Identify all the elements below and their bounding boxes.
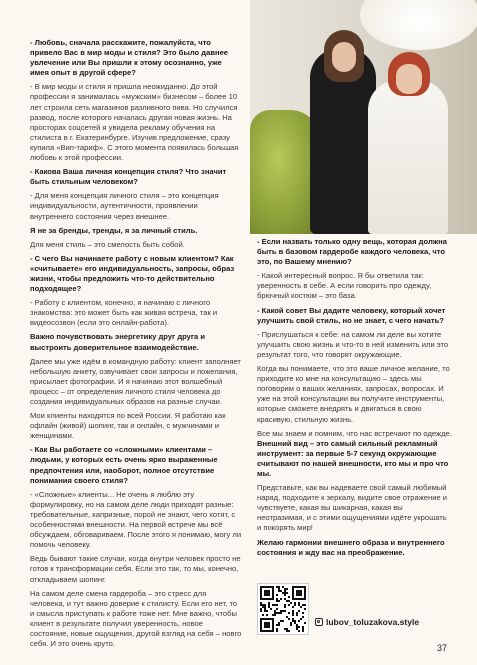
answer-text: Все мы знаем и помним, что нас встречают по одежде. xyxy=(257,428,452,438)
question-paragraph: - Как Вы работаете со «сложными» клиентами – людьми, у которых есть очень ярко выраженные предпочтения или, наоборот, полное отсутствие понимания своего стиля? xyxy=(30,445,218,485)
answer-paragraph xyxy=(257,429,452,479)
answer-paragraph: На самом деле смена гардероба – это стресс для человека, и тут важно доверие к стилисту. Если его нет, то и смысла приступать к работе тоже нет. Мне важно, чтобы клиент в результате получил уверенность, новое состояние, новые ощущения, другой взгляд на себя – новго себя. И это очень круто. xyxy=(30,588,242,649)
left-text-column xyxy=(30,38,242,653)
photo-face xyxy=(332,42,356,72)
answer-paragraph: - Для меня концепция личного стиля – это концепция индивидуальности, аутентичности, проявлении внутреннего состояния через внешнее. xyxy=(30,191,219,221)
qr-code-icon xyxy=(257,583,309,635)
instagram-icon xyxy=(315,618,323,626)
instagram-handle-text: lubov_toluzakova.style xyxy=(326,617,420,627)
instagram-handle[interactable] xyxy=(315,617,419,627)
question-paragraph: Важно почувствовать энергетику друг друга и выстроить доверительное взаимодействие. xyxy=(30,332,206,352)
answer-paragraph: Когда вы понимаете, что это ваше личное желание, то приходите ко мне на консультацию – здесь мы поговорим о ваших желаниях, запросах, вопросах. И уже на этой консультации вы получите инструменты, которые сможете внедрять и двигаться в свою красивую, стильную жизнь. xyxy=(257,364,450,424)
answer-paragraph: - «Сложные» клиенты... Не очень я люблю эту формулировку, но на самом деле люди приходят разные: требовательные, капризные, порой не знают, чего хотят, с особенностями внешности. На первой встрече мы всё обсуждаем, обговариваем. После этого я понимаю, могу ли помочь человеку. xyxy=(30,489,242,550)
question-paragraph: - Любовь, сначала расскажите, пожалуйста, что привело Вас в мир моды и стиля? Это было давнее увлечение или Вы пришли к этому осознанно, уже имея опыт в другой сфере? xyxy=(30,38,229,78)
page-number: 37 xyxy=(436,643,447,653)
right-text-column xyxy=(257,237,452,562)
emphasis-text: Внешний вид – это самый сильный рекламный инструмент: за первые 5-7 секунд окружающие считывают по нашей внешности, кто мы и про что мы. xyxy=(257,438,449,478)
question-paragraph: Желаю гармонии внешнего образа и внутреннего состояния и жду вас на преображение. xyxy=(257,537,445,557)
answer-paragraph: Представьте, как вы надеваете свой самый любимый наряд, подходите к зеркалу, видите свое отражение и чувствуете, какая вы шикарная, какая вы неотразимая, и с этими ощущениями идёте укрошать и покорять мир! xyxy=(257,483,448,533)
portrait-photo xyxy=(250,0,477,234)
answer-paragraph: - Прислушаться к себе: на самом ли деле вы хотите улучшить свою жизнь и что-то в ней изменить или это результат того, что говорят окружающие. xyxy=(257,329,449,359)
photo-woman-white-suit xyxy=(368,80,448,234)
question-paragraph: - С чего Вы начинаете работу с новым клиентом? Как «считываете» его индивидуальность, запросы, образ жизни, чтобы предложить что-то действительно подходящее? xyxy=(30,253,235,294)
answer-paragraph: - В мир моды и стиля я пришла неожиданно. До этой профессии я занималась «мужским» бизнесом – более 10 лет строила сеть магазинов разливного пива. Но случился развод, после которого началась другая новая жизнь. На просторах соцсетей я увидела рекламу обучения на стилиста в г. Екатеринбурге. Изучив предложение, сразу купила «Вип-тариф». С этого момента появилась большая любовь к этой профессии. xyxy=(30,82,239,163)
answer-paragraph: Мои клиенты находятся по всей России. Я работаю как офлайн (живой) шопинг, так и онлайн, с мужчинами и женщинами. xyxy=(30,411,226,441)
question-paragraph: - Какой совет Вы дадите человеку, который хочет улучшить свой стиль, но не знает, с чего начать? xyxy=(257,305,446,325)
answer-paragraph: - Работу с клиентом, конечно, я начинаю с личного знакомства: это может быть как живая встреча, так и видеосозвон (если это онлайн-работа). xyxy=(30,298,218,328)
answer-paragraph: Далее мы уже идём в командную работу: клиент заполняет небольшую анкету, озвучивает свои запросы и пожелания, присылает фотографии. И я начинаю этот волшебный процесс – от определения личного стиля человека до создания индивидуальных образов на разные случаи. xyxy=(30,356,241,406)
photo-face xyxy=(396,64,422,94)
question-paragraph: Я не за бренды, тренды, я за личный стиль. xyxy=(30,225,198,235)
answer-paragraph: Для меня стиль – это смелость быть собой. xyxy=(30,239,185,249)
answer-paragraph: - Какой интересный вопрос. Я бы ответила так: уверенность в себе. А если говорить про одежду, брючный костюм – это база. xyxy=(257,271,432,301)
question-paragraph: - Если назвать только одну вещь, которая должна быть в базовом гардеробе каждого человека, что это, по Вашему мнению? xyxy=(257,237,447,267)
answer-paragraph: Ведь бывают такие случаи, когда внутри человек просто не готов к трансформации себя. Если это так, то мы, конечно, откладываем шопинг. xyxy=(30,554,241,584)
question-paragraph: - Какова Ваша личная концепция стиля? Что значит быть стильным человеком? xyxy=(30,167,227,187)
